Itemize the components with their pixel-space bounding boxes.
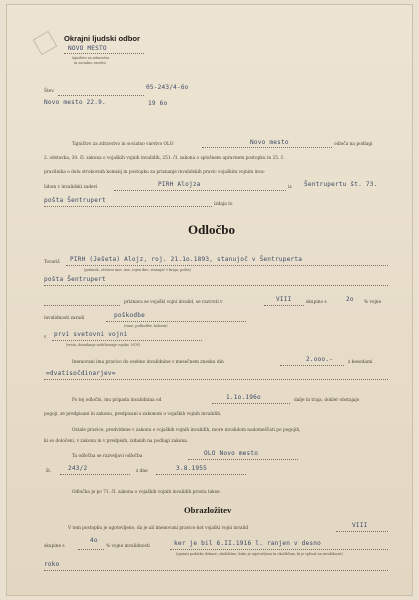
- divider: [156, 474, 246, 475]
- divider: [44, 570, 388, 571]
- intro-post: pošta Šentrupert: [44, 197, 106, 204]
- divider: [78, 549, 104, 550]
- reasons-line2-typed: ker je bil 6.II.1916 l. ranjen v desno: [174, 540, 322, 547]
- intro-place: Šentrupertu št. 73.: [304, 181, 378, 188]
- decision-post: pošta Šentrupert: [44, 276, 106, 283]
- divider: [202, 147, 332, 148]
- date-value: Novo mesto 22.9.: [44, 99, 106, 106]
- pay-date: 1.1o.196o: [226, 394, 261, 401]
- decision-pct-suffix: % vojne: [364, 300, 382, 305]
- st-label: št.: [46, 469, 52, 474]
- office-sub1: tajništvo za zdravstvo: [72, 56, 110, 60]
- war-caption: (vrsta, dosedanje sodelovanje vojske, NOV): [66, 343, 141, 347]
- divider: [44, 285, 388, 286]
- divider: [114, 190, 286, 191]
- reasons-group: VIII: [352, 522, 368, 529]
- divider: [64, 53, 144, 54]
- appeal-line: Ta odločba se razveljavi odločba: [72, 454, 143, 459]
- decision-skupino: skupino s: [306, 300, 327, 305]
- intro-olo: Novo mesto: [250, 139, 289, 146]
- intro-line1a: Tajništvo za zdravstvo in socialno varstvo OLO: [72, 142, 174, 147]
- pension-words: =dvatisočdinarjev=: [46, 370, 116, 377]
- od-label: z dne: [136, 469, 148, 474]
- divider: [336, 531, 388, 532]
- final-line: Odločba je po 71. čl. zakona o vojaških vojnih invalidih prosta takse.: [72, 490, 221, 495]
- decision-priznava: priznava se vojaški vojni invalid, se razvrsti v: [124, 300, 223, 305]
- intro-line1b: odloča na podlagi: [334, 142, 373, 147]
- divider: [106, 321, 246, 322]
- divider: [170, 549, 388, 550]
- reasons-pct: 4o: [90, 537, 98, 544]
- other-line1: Ostale pravice, predvidene v zakonu o vojaških vojnih invalidih, more invalidom nadomeščati po pogojih,: [72, 428, 301, 433]
- intro-name: PIRH Alojza: [158, 181, 201, 188]
- war-value: prvi svetovni vojni: [54, 331, 128, 338]
- stev-label: Štev.: [44, 89, 55, 94]
- office-sub2: in socialno varstvo: [74, 61, 107, 65]
- reasons-line2-label: skupine s: [44, 544, 65, 549]
- pension-a: Imenovani ima pravico do osebne invalidnine v mesečnem znesku din: [72, 360, 224, 365]
- office-town: NOVO MESTO: [68, 45, 107, 52]
- reasons-line3: roko: [44, 561, 60, 568]
- intro-line4b: iz: [288, 185, 292, 190]
- divider: [44, 305, 120, 306]
- divider: [212, 403, 290, 404]
- reasons-caption: (opisati podatke dokaze, okoliščine, kako je ugotovljena ta okoliščina, ki je vplival na invalidnost): [176, 552, 343, 556]
- reasons-heading: Obrazložitev: [184, 505, 232, 515]
- office-name: Okrajni ljudski odbor: [64, 34, 140, 43]
- divider: [264, 305, 304, 306]
- pension-b: z besedami: [348, 360, 373, 365]
- document-sheet: [6, 4, 413, 596]
- intro-line4a: lidom v invalidski zadevi: [44, 185, 98, 190]
- reasons-line1a: V tem postopku je ugotovljeno, da je ali imenovani pravice kot vojaški vojni invalid: [68, 526, 249, 531]
- intro-line2: 2. odstavka, 30. čl. zakona o vojaških vojnih invalidih, 251. čl. zakona o splošnem upravnem postopku in 25. č.: [44, 156, 285, 161]
- war-prefix: v: [44, 335, 47, 340]
- decision-invalid: invalidnosti zaradi: [44, 316, 85, 321]
- pension-value: 2.ooo.-: [306, 356, 334, 363]
- decision-group: VIII: [276, 296, 292, 303]
- other-line2: ki so določeni, v zakonu in v predpisih, izdanih na podlagi zakona.: [44, 439, 189, 444]
- st-value: 243/2: [68, 465, 88, 472]
- divider: [60, 474, 130, 475]
- document-title: Odločbo: [188, 222, 235, 237]
- divider: [44, 379, 388, 380]
- tovaris-caption: (priimek, očetovo ime, ime, rojen dne, stanujoč v kraju, pošta): [84, 268, 191, 272]
- year-value: 19 6o: [148, 100, 168, 107]
- tovaris-label: Tovariš: [44, 260, 60, 265]
- reasons-line2b: % vojne invalidnosti: [106, 544, 150, 549]
- decision-reason: poškodbe: [114, 312, 145, 319]
- od-value: 3.8.1955: [176, 465, 207, 472]
- stev-value: 05-243/4-6o: [146, 84, 189, 91]
- divider: [58, 95, 144, 96]
- pay-a: Po tej odločbi, mu pripada invalidnina od: [72, 398, 162, 403]
- divider: [52, 340, 202, 341]
- pay-b: dalje in traja, dokler obstajajo: [294, 398, 360, 403]
- intro-line3: pravilnika o delu strokovnih komisij in postopku za priznanje invalidskih pravic vojaškim vojnim inva-: [44, 170, 266, 175]
- divider: [66, 265, 388, 266]
- decision-reason-caption: (rane, poškodbe, bolezni): [124, 324, 168, 328]
- tovaris-value: PIRH (Ješeta) Alojz, roj. 21.1o.1893, stanujoč v Šentruperta: [70, 256, 303, 263]
- appeal-value: OLO Novo mesto: [204, 450, 259, 457]
- intro-line5b: izdaja to: [214, 202, 233, 207]
- pay-line2: pogoji, ze predpisani in zakonu, predpisani s zakonom o vojaških vojnih invalidih.: [44, 412, 222, 417]
- divider: [44, 206, 212, 207]
- divider: [280, 365, 344, 366]
- divider: [188, 459, 298, 460]
- decision-pct: 2o: [346, 296, 354, 303]
- seal-stamp: [33, 31, 58, 56]
